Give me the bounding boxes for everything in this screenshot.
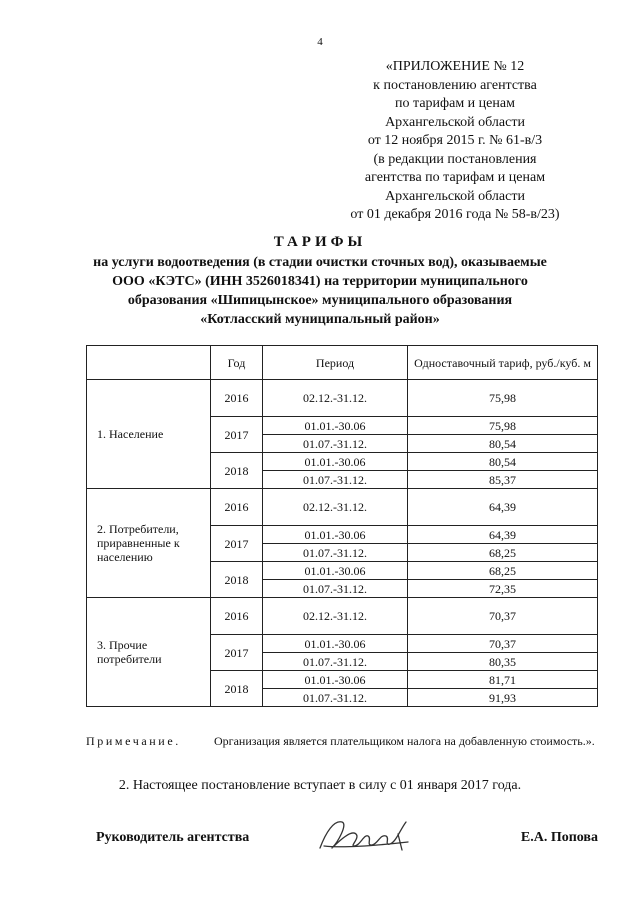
document-subtitle — [0, 253, 640, 329]
period-cell: 01.01.-30.06 — [263, 453, 408, 471]
appendix-line: (в редакции постановления — [373, 151, 537, 167]
period-cell: 01.07.-31.12. — [263, 580, 408, 598]
period-cell: 01.01.-30.06 — [263, 562, 408, 580]
tariff-cell: 64,39 — [408, 489, 598, 526]
tariff-cell: 80,54 — [408, 453, 598, 471]
period-cell: 01.07.-31.12. — [263, 471, 408, 489]
group-label: 3. Прочие потребители — [87, 598, 211, 707]
group-label: 2. Потребители, приравненные к населению — [87, 489, 211, 598]
appendix-line: агентства по тарифам и ценам — [364, 170, 546, 185]
period-cell: 01.07.-31.12. — [263, 435, 408, 453]
year-cell: 2018 — [211, 671, 263, 707]
period-cell: 01.01.-30.06 — [263, 635, 408, 653]
header-tariff: Одноставочный тариф, руб./куб. м — [408, 346, 598, 380]
signatory-name: Е.А. Попова — [520, 830, 598, 845]
appendix-line: от 12 ноября 2015 г. № 61-в/3 — [367, 133, 543, 148]
tariff-cell: 72,35 — [408, 580, 598, 598]
header-period: Период — [263, 346, 408, 380]
year-cell: 2016 — [211, 489, 263, 526]
note-label: Примечание. — [86, 734, 181, 748]
tariff-cell: 81,71 — [408, 671, 598, 689]
appendix-line: от 01 декабря 2016 года № 58-в/23) — [350, 207, 560, 222]
year-cell: 2016 — [211, 598, 263, 635]
period-cell: 01.07.-31.12. — [263, 544, 408, 562]
table-row — [87, 489, 598, 526]
decree-effective-date: 2. Настоящее постановление вступает в силу с 01 января 2017 года. — [118, 778, 522, 793]
period-cell: 02.12.-31.12. — [263, 598, 408, 635]
tariff-cell: 80,54 — [408, 435, 598, 453]
tariff-cell: 75,98 — [408, 417, 598, 435]
appendix-line: к постановлению агентства — [373, 77, 537, 93]
page-number: 4 — [317, 36, 323, 48]
year-cell: 2017 — [211, 635, 263, 671]
subtitle-line: образования «Шипицынское» муниципального образования — [127, 293, 513, 308]
table-row — [87, 598, 598, 635]
appendix-line: Архангельской области — [385, 188, 525, 204]
year-cell: 2016 — [211, 380, 263, 417]
period-cell: 01.01.-30.06 — [263, 671, 408, 689]
year-cell: 2017 — [211, 526, 263, 562]
subtitle-line: «Котласский муниципальный район» — [200, 312, 440, 327]
appendix-line: Архангельской области — [385, 114, 525, 130]
appendix-line: «ПРИЛОЖЕНИЕ № 12 — [385, 59, 525, 74]
group-label: 1. Население — [87, 380, 211, 489]
tariff-cell: 68,25 — [408, 562, 598, 580]
period-cell: 02.12.-31.12. — [263, 489, 408, 526]
subtitle-line: ООО «КЭТС» (ИНН 3526018341) на территории муниципального — [112, 274, 528, 289]
tariff-cell: 70,37 — [408, 635, 598, 653]
year-cell: 2018 — [211, 562, 263, 598]
signatory-role: Руководитель агентства — [96, 830, 250, 845]
tariff-cell: 64,39 — [408, 526, 598, 544]
period-cell: 01.01.-30.06 — [263, 417, 408, 435]
tariff-cell: 75,98 — [408, 380, 598, 417]
period-cell: 02.12.-31.12. — [263, 380, 408, 417]
table-header-row — [87, 346, 598, 380]
header-year: Год — [211, 346, 263, 380]
period-cell: 01.01.-30.06 — [263, 526, 408, 544]
note-text: Организация является плательщиком налога на добавленную стоимость.». — [214, 734, 595, 748]
tariff-cell: 85,37 — [408, 471, 598, 489]
table-row — [87, 380, 598, 417]
header-group — [87, 346, 211, 380]
appendix-line: по тарифам и ценам — [395, 96, 515, 111]
tariff-cell: 70,37 — [408, 598, 598, 635]
period-cell: 01.07.-31.12. — [263, 689, 408, 707]
appendix-header — [330, 58, 580, 225]
tariff-cell: 80,35 — [408, 653, 598, 671]
year-cell: 2017 — [211, 417, 263, 453]
subtitle-line: на услуги водоотведения (в стадии очистки сточных вод), оказываемые — [93, 255, 547, 270]
signature-block — [86, 830, 598, 860]
tariff-cell: 91,93 — [408, 689, 598, 707]
tariff-cell: 68,25 — [408, 544, 598, 562]
handwritten-signature-icon — [312, 812, 422, 858]
period-cell: 01.07.-31.12. — [263, 653, 408, 671]
year-cell: 2018 — [211, 453, 263, 489]
tariff-table — [86, 345, 598, 707]
document-title: ТАРИФЫ — [273, 234, 367, 250]
